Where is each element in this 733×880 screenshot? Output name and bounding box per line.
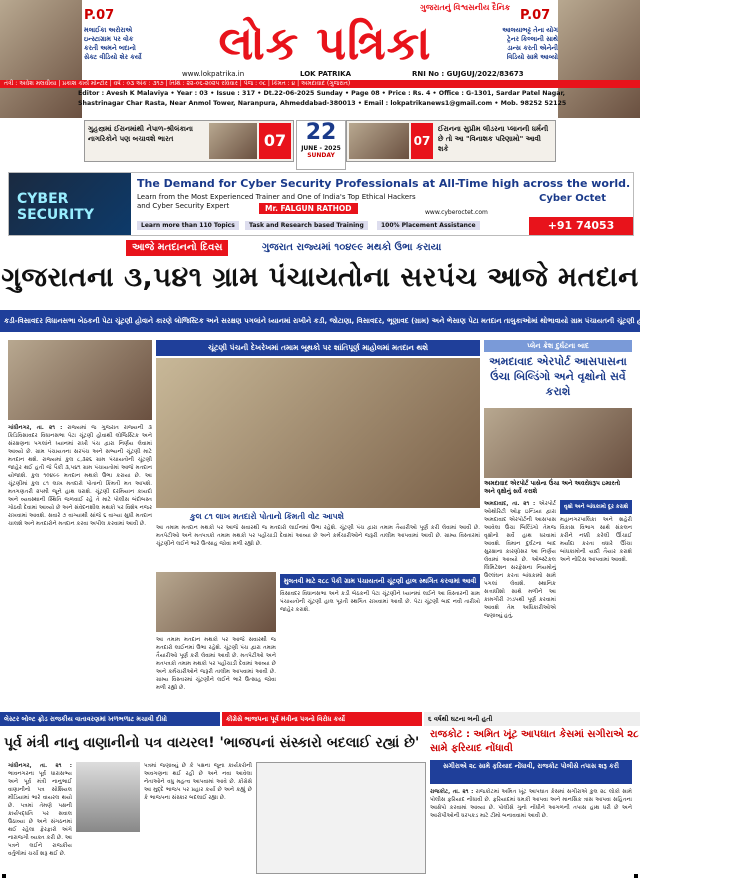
right-story-dateline: અમદાવાદ, તા. ૨૧ : <box>484 501 536 507</box>
bottom-right-headline-text: અમિત ખૂંટ આપઘાત કેસમાં સગીરાએ ૨૮ સામે ફરિયાદ નોંધાવી <box>430 729 639 754</box>
lead-blue-strip: કડી-વિસાવદર વિધાનસભા બેઠકની પેટા ચૂંટણી હોવાને કારણે લોજિસ્ટિક અને સરક્ષણ પગલાંને ધ્યાનમાં રાખીને કડી, જોટાણા, વિસાવદર, ભૂણાવદ (ગ્રામ) અને ભેસાણ પેટા મતદાન તાલુકાઓમાં થોભાવાયો ગ્રામ પંચાયતની ચૂંટણી હાલ પૂરતી સ્થગિત રાખવામાં આવી <box>0 310 640 332</box>
right-story-sub-caption: વૃક્ષો અને બાંધકામો દૂર કરાશે <box>560 500 632 514</box>
right-story-body: એરપોર્ટ ઓથોરિટી ઓફ ઇન્ડિયા દ્વારા અમદાવાદ એરપોર્ટની આસપાસ આવેલા ઉંચા બિલ્ડિંગો તેમજ વૃક્ષોનો સર્વે હાથ ધરવામાં આવશે. વિમાન દુર્ઘટના બાદ સુરક્ષાના કારણોસર આ નિર્ણય લેવામાં આવ્યો છે. ઓબ્સ્ટેકલ લિમિટેશન સરફેસના નિયમોનું ઉલ્લંઘન કરતા બાંધકામો સામે પગલાં લેવાશે. સ્થાનિક સત્તાધીશો સાથે મળીને આ કામગીરી ઝડપથી પૂર્ણ કરવામાં આવશે તેમ અધિકારીઓએ જણાવ્યું હતું. <box>484 501 556 619</box>
bottom-right-column <box>430 788 632 874</box>
viral-letter-image <box>256 762 426 874</box>
right-teaser-photo <box>349 123 409 159</box>
ad-phone[interactable]: +91 74053 21234 <box>529 217 633 235</box>
left-teaser-page-badge: 07 <box>259 123 291 159</box>
ad-pill-topics: Learn more than 110 Topics <box>137 221 239 230</box>
red-info-text: તંત્રી : અવેશ મલવીયા | પ્રકાશ કાર્ય મોન્ટોર | વર્ષ : ૦૩ અંક : ૩૧૭ | તિથિ : ૨૨-૦૬-૨૦૨૫ રવિવાર | પેજ : ૦૮ | કિંમત : ૪ | અમદાવાદ (ગુજરાત) <box>4 80 351 87</box>
right-story-column-1 <box>484 500 556 706</box>
lead-mid2-column: વિસાવદર વિધાનસભા અને કડી બેઠકની પેટા ચૂંટણીને ધ્યાનમાં લઈને આ વિસ્તારની ગ્રામ પંચાયતોની ચૂંટણી હાલ પૂરતી સ્થગિત રાખવામાં આવી છે. પેટા ચૂંટણી બાદ નવી તારીખો જાહેર કરાશે. <box>280 591 480 613</box>
bottom-left-dateline: ગાંધીનગર, તા. ૨૧ : <box>8 763 72 769</box>
lead-kicker-sub: ગુજરાત રાજ્યમાં ૧૦૪૯૯ મથકો ઉભા કરાયા <box>262 242 442 253</box>
bottom-strip-mid: કોંગ્રેસે ભાજપના પૂર્વ મંત્રીના પત્રનો વિરોધ કર્યો <box>222 712 422 726</box>
ad-left-label: CYBER SECURITY <box>17 191 94 223</box>
ad-website[interactable]: www.cyberoctet.com <box>425 209 488 216</box>
bottom-left-column <box>8 762 72 872</box>
lead-photo-caption: કુલ ૮૧ લાખ મતદારો પોતાનો કિંમતી વોટ આપશે <box>190 512 344 521</box>
lead-mid-column: આ તમામ મતદાન મથકો પર આજે સવારથી જ મતદારો લાઈનમાં ઉભા રહેશે. ચૂંટણી પંચ દ્વારા તમામ તૈયારીઓ પૂર્ણ કરી લેવામાં આવી છે. મતપેટીઓ અને મતપત્રકો તમામ મથકો પર પહોંચાડી દેવામાં આવ્યા છે અને કર્મચારીઓને જરૂરી તાલીમ આપવામાં આવી છે. ગ્રામ્ય વિસ્તારમાં ચૂંટણીને લઈને ભારે ઉત્સાહ જોવા મળી રહ્યો છે. <box>156 525 480 547</box>
right-teaser-text: ઈરાનના સુપ્રીમ લીડરના પ્લાનની ધર્મની છે તો આ "વિનાશક પરિણામો" આવી શકે <box>438 125 549 153</box>
ad-pill-placement: 100% Placement Assistance <box>377 221 480 230</box>
ad-pill-training: Task and Research based Training <box>245 221 368 230</box>
right-side-teaser[interactable]: આલયાભટ્ટ તેના યોગ ટ્રેનર કિલ્લાની સાથે ડાન્સ કરતી એનેની વિડિયો સામે આવ્યો <box>502 26 558 61</box>
rni-number: RNI No : GUJGUJ/2022/83673 <box>412 70 524 78</box>
lead-headline[interactable]: ગુજરાતના ૩,૫૪૧ ગ્રામ પંચાયતોના સરપંચ આજે મતદાન <box>1 262 639 293</box>
left-side-teaser[interactable]: મલાઈકા અરોરાએ ઇન્સ્ટાગ્રામ પર વોક કરતી અમને બદાનો સેક્ટ વીડિયો શેર કર્યો <box>84 26 142 61</box>
ad-trainer-name: Mr. FALGUN RATHOD <box>259 203 358 214</box>
lead-kicker: આજે મતદાનનો દિવસ <box>126 240 228 256</box>
bottom-strip-left: લેસ્ટર બોલ્ટ ફ્રોડ રાજકીય વાતાવરણમાં ખળભળાટ મચાવી દીધો <box>0 712 220 726</box>
left-teaser-box[interactable] <box>84 120 294 162</box>
tagline: ગુજરાતનું વિશ્વસનીય દૈનિક <box>420 3 511 12</box>
bottom-right-headline[interactable] <box>430 728 640 756</box>
lead-left-body: રાજ્યમાં જ ગુજરાત રાજ્યની ૩ કિડિવિસાવદર વિધાનસભા પેટા ચૂંટણી હોવાથી લોજિસ્ટિક અને સંરક્ષણના પગલાંને ધ્યાનમાં રાખી પંચ દ્વારા નિર્ણય લેવામાં આવ્યો છે. ગ્રામ પંચાયતના સરપંચ અને સભ્યની ચૂંટણી માટે મતદાન થશે. રાજ્યમાં કુલ ૮,૩૨૬ ગ્રામ પંચાયતોની ચૂંટણી જાહેર થઈ હતી જે પૈકી ૩,૫૪૧ ગ્રામ પંચાયતોમાં આજે મતદાન યોજાશે. કુલ ૧૦૪૯૯ મતદાન મથકો ઉભા કરાયા છે. આ ચૂંટણીમાં કુલ ૮૧ લાખ મતદારો પોતાનો કિંમતી મત આપશે. મતગણતરી ૨૫મી જૂને હાથ ધરાશે. ચૂંટણી દરમિયાન કાયદો અને વ્યવસ્થાની સ્થિતિ જળવાઈ રહે તે માટે પોલીસ બંદોબસ્ત ગોઠવી દેવામાં આવ્યો છે અને સંવેદનશીલ મથકો પર વિશેષ નજર રાખવામાં આવશે. સવારે ૭ વાગ્યાથી સાંજે ૬ વાગ્યા સુધી મતદાન ચાલશે અને મતદારોને મતદાન કરવા અપીલ કરવામાં આવી છે. <box>8 425 152 527</box>
ballot-box-photo <box>156 572 276 632</box>
date-weekday: SUNDAY <box>307 152 335 159</box>
voters-line-photo <box>8 340 152 420</box>
left-teaser-text: ગુહસ્ત્રમાં ઈરાનમાંથી નેપાળ-શ્રીલંકાના નાગરિકોને પણ બચાવશે ભારત <box>88 125 193 143</box>
website-link[interactable]: www.lokpatrika.in <box>182 70 245 78</box>
registration-mark <box>634 874 638 878</box>
bottom-strip-right: ૬ વર્ષથી ઘટના બની હતી <box>424 712 640 726</box>
bottom-mid-column: પત્રમાં જણાવ્યું છે કે પક્ષના જૂના કાર્યકરોની અવગણના થઈ રહી છે અને નવા આવેલા નેતાઓને વધુ મહત્વ આપવામાં આવે છે. કોંગ્રેસે આ મુદ્દે ભાજપ પર પ્રહાર કર્યા છે અને કહ્યું છે કે ભાજપના સંસ્કાર બદલાઈ રહ્યા છે. <box>144 763 252 801</box>
right-teaser-page-badge: 07 <box>411 123 433 159</box>
ad-cyber-security-graphic <box>9 173 131 235</box>
lead-photo-head: ચૂંટણી પંચની દેખરેખમાં તમામ બૂથકો પર શાંતિપૂર્ણ માહોલમાં મતદાન થશે <box>156 340 480 356</box>
masthead <box>0 0 640 118</box>
bottom-headlines <box>0 728 640 758</box>
masthead-left-photo <box>0 0 82 118</box>
right-teaser-box[interactable] <box>346 120 556 162</box>
right-story-headline[interactable]: અમદાવાદ એરપોર્ટ આસપાસના ઉંચા બિલ્ડિંગો અને વૃક્ષોનો સર્વે કરાશે <box>489 355 627 398</box>
bottom-right-dateline: રાજકોટ, તા. ૨૧ : <box>430 789 474 795</box>
info-line-2: Shastrinagar Char Rasta, Near Anmol Tower, Naranpura, Ahmeddabad-380013 • Email : lokpatrikanews1@gmail.com • Mob. 98252 52125 <box>78 100 567 107</box>
newspaper-logo[interactable]: લોક પત્રિકા <box>218 16 432 70</box>
lead-mid3-column: આ તમામ મતદાન મથકો પર આજે સવારથી જ મતદારો લાઈનમાં ઉભા રહેશે. ચૂંટણી પંચ દ્વારા તમામ તૈયારીઓ પૂર્ણ કરી લેવામાં આવી છે. મતપેટીઓ અને મતપત્રકો તમામ મથકો પર પહોંચાડી દેવામાં આવ્યા છે અને કર્મચારીઓને જરૂરી તાલીમ આપવામાં આવી છે. ગ્રામ્ય વિસ્તારમાં ચૂંટણીને લઈને ભારે ઉત્સાહ જોવા મળી રહ્યો છે. <box>156 637 276 691</box>
bottom-right-body: રાજકોટમાં અમિત ખૂંટ આપઘાત કેસમાં સગીરાએ કુલ ૨૮ લોકો સામે પોલીસ ફરિયાદ નોંધાવી છે. ફરિયાદમાં ધમકી આપવા અને માનસિક ત્રાસ આપવા સહિતના આક્ષેપો કરવામાં આવ્યા છે. પોલીસે ગુનો નોંધીને આગળની તપાસ હાથ ધરી છે અને આરોપીઓની ધરપકડ માટે ટીમો બનાવવામાં આવી છે. <box>430 789 632 819</box>
ad-subtitle: Learn from the Most Experienced Trainer and One of India's Top Ethical Hackers and Cyber Security Expert <box>137 193 416 210</box>
right-teaser-page: P.07 <box>520 8 551 23</box>
bottom-right-kicker: રાજકોટ : <box>430 729 470 740</box>
airport-photo <box>484 408 632 478</box>
bottom-left-body: ભાવનગરના પૂર્વ ધારાસભ્ય અને પૂર્વ મંત્રી નાનુભાઈ વાણાનીનો પત્ર સોશિયલ મીડિયામાં ભારે વાયરલ થયો છે. પત્રમાં તેમણે પક્ષની કાર્યપદ્ધતિ પર સવાલ ઉઠાવ્યા છે અને સંગઠનમાં થઈ રહેલા ફેરફારો અંગે નારાજગી વ્યક્ત કરી છે. આ પત્રને લઈને રાજકીય વર્તુળોમાં ચર્ચા શરૂ થઈ છે. <box>8 771 72 857</box>
registration-mark <box>2 874 6 878</box>
date-box <box>296 120 346 170</box>
right-story-kicker: પ્લેન ક્રેશ દુર્ઘટના બાદ <box>484 340 632 352</box>
info-line-1: Editor : Avesh K Malaviya • Year : 03 • Issue : 317 • Dt.22-06-2025 Sunday • Page 08 • Price : Rs. 4 • Office : G-1301, Sardar Patel Nagar, <box>78 90 566 97</box>
ad-title: The Demand for Cyber Security Professionals at All-Time high across the world. <box>137 177 631 190</box>
lead-sub-caption: મુલતવી માટે ૨૮૮ પૈકી ગ્રામ પંચાયતની ચૂંટણી હાલ સ્થગિત કરવામાં આવી <box>280 574 480 588</box>
right-story-column-2: મહાનગરપાલિકા અને શહેરી વિકાસ વિભાગ સાથે સંકલન કરીને નક્કી કરેલી ઊંચાઈ મર્યાદા કરતા વધારે ઊંચા બાંધકામોની યાદી તૈયાર કરાશે અને નોટિસ આપવામાં આવશે. <box>560 517 632 563</box>
date-day: 22 <box>305 120 337 145</box>
lead-left-dateline: ગાંધીનગર, તા. ૨૧ : <box>8 425 63 431</box>
logo-subtitle: LOK PATRIKA <box>300 70 351 78</box>
bottom-right-strip: સગીરાએ ૨૮ સામે ફરિયાદ નોંધાવી, રાજકોટ પોલીસે તપાસ શરૂ કરી <box>430 760 632 784</box>
ad-brand-logo: Cyber Octet <box>539 193 606 204</box>
lead-left-column <box>8 424 152 704</box>
left-teaser-photo <box>209 123 257 159</box>
minister-portrait <box>76 762 140 832</box>
polling-booth-photo <box>156 358 480 508</box>
right-story-caption: અમદાવાદ એરપોર્ટ પાસેના ઉંચા અને અવરોધરૂપ ઇમારતો અને વૃક્ષોનું સર્વે કરાશે <box>484 480 621 495</box>
masthead-right-photo <box>558 0 640 118</box>
bottom-left-headline[interactable]: પૂર્વ મંત્રી નાનુ વાણાનીનો પત્ર વાયરલ! 'ભાજપનાં સંસ્કારો બદલાઈ રહ્યાં છે' <box>4 735 420 751</box>
date-month-year: JUNE - 2025 <box>301 145 341 152</box>
bottom-strip <box>0 712 640 726</box>
left-teaser-page: P.07 <box>84 8 115 23</box>
